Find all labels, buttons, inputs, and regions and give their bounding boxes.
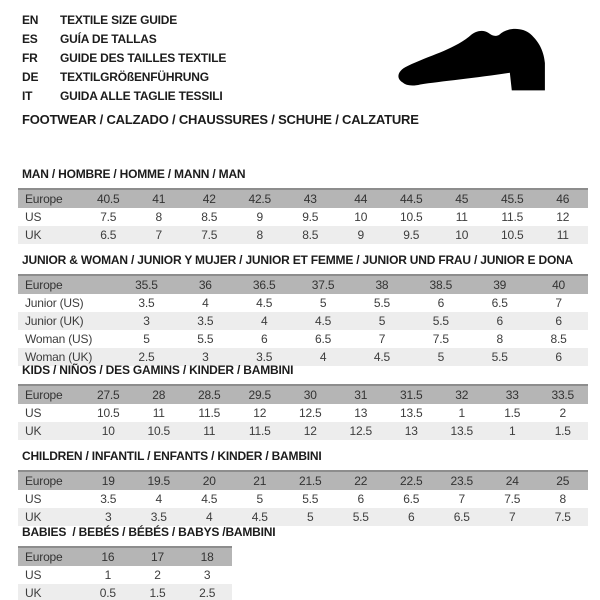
size-cell: 2.5	[138, 350, 155, 364]
size-cell: 23.5	[450, 474, 474, 488]
table-row	[18, 330, 588, 348]
size-cell: 27.5	[96, 388, 120, 402]
size-cell: 12	[253, 406, 267, 420]
size-cell: 7	[458, 492, 465, 506]
size-cell: 9	[256, 210, 263, 224]
row-label: Europe	[25, 278, 63, 292]
size-cell: 8.5	[302, 228, 319, 242]
language-code: FR	[22, 50, 38, 65]
size-cell: 38	[375, 278, 389, 292]
size-cell: 3.5	[150, 510, 167, 524]
size-table-section-man	[18, 168, 588, 244]
size-cell: 13	[404, 424, 418, 438]
size-cell: 44.5	[399, 192, 423, 206]
language-code: ES	[22, 31, 38, 46]
language-label: TEXTILGRÖßENFÜHRUNG	[60, 69, 209, 84]
size-cell: 4	[260, 314, 268, 328]
size-cell: 7	[378, 332, 386, 346]
size-cell: 2	[154, 568, 161, 582]
size-cell: 28.5	[197, 388, 221, 402]
size-cell: 8	[496, 332, 503, 346]
size-cell: 2.5	[199, 586, 216, 600]
size-cell: 13	[354, 406, 368, 420]
size-cell: 0.5	[99, 586, 116, 600]
size-cell: 7.5	[201, 228, 218, 242]
size-cell: 22.5	[399, 474, 423, 488]
size-table-kids	[18, 384, 588, 440]
size-cell: 43	[303, 192, 317, 206]
table-row	[18, 275, 588, 294]
size-cell: 5	[256, 492, 263, 506]
language-code: EN	[22, 12, 39, 27]
size-cell: 12	[303, 424, 317, 438]
size-cell: 3.5	[100, 492, 117, 506]
language-code: DE	[22, 69, 39, 84]
size-cell: 11	[152, 406, 165, 420]
size-cell: 20	[202, 474, 216, 488]
size-cell: 17	[151, 550, 164, 564]
table-row	[18, 422, 588, 440]
size-cell: 40.5	[96, 192, 120, 206]
size-cell: 3.5	[138, 296, 155, 310]
size-cell: 7	[155, 228, 162, 242]
size-cell: 6	[260, 332, 268, 346]
size-cell: 4	[319, 350, 327, 364]
size-cell: 38.5	[429, 278, 453, 292]
size-cell: 30	[303, 388, 317, 402]
language-code: IT	[22, 88, 33, 103]
size-cell: 11	[556, 228, 569, 242]
size-cell: 3	[203, 568, 211, 582]
size-table-babies	[18, 546, 232, 600]
size-cell: 5.5	[197, 332, 214, 346]
row-label: US	[25, 210, 42, 224]
size-cell: 12.5	[298, 406, 322, 420]
row-label: Europe	[25, 474, 63, 488]
table-row	[18, 547, 232, 566]
language-row-fr	[22, 48, 226, 67]
table-title: JUNIOR & WOMAN / JUNIOR Y MUJER / JUNIOR ET FEMME / JUNIOR UND FRAU / JUNIOR E DONA	[22, 253, 574, 267]
size-cell: 5.5	[491, 350, 508, 364]
size-table-children	[18, 470, 588, 526]
size-cell: 12	[556, 210, 570, 224]
size-cell: 8	[559, 492, 566, 506]
size-cell: 45	[455, 192, 469, 206]
row-label: Europe	[25, 192, 63, 206]
size-cell: 6.5	[453, 510, 470, 524]
size-cell: 5.5	[302, 492, 319, 506]
row-label: Europe	[25, 388, 63, 402]
size-table-junior-woman	[18, 274, 588, 366]
size-cell: 31.5	[399, 388, 423, 402]
size-cell: 8	[256, 228, 263, 242]
dress-shoe-icon	[393, 25, 578, 105]
size-cell: 1	[509, 424, 516, 438]
size-cell: 3	[202, 350, 209, 364]
size-cell: 37.5	[311, 278, 335, 292]
size-cell: 10	[101, 424, 115, 438]
size-cell: 42.5	[248, 192, 272, 206]
size-table-section-babies	[18, 526, 275, 600]
row-label: UK	[25, 228, 42, 242]
table-title: KIDS / NIÑOS / DES GAMINS / KINDER / BAMBINI	[22, 363, 294, 377]
size-cell: 7	[509, 510, 516, 524]
size-cell: 6	[555, 350, 562, 364]
size-cell: 31	[354, 388, 368, 402]
language-label: GUIDA ALLE TAGLIE TESSILI	[60, 88, 223, 103]
language-label: GUIDE DES TAILLES TEXTILE	[60, 50, 227, 65]
size-cell: 9.5	[403, 228, 420, 242]
size-table-section-kids	[18, 364, 588, 440]
size-table-section-children	[18, 450, 588, 526]
size-cell: 4	[206, 510, 213, 524]
size-cell: 13.5	[450, 424, 474, 438]
size-cell: 1	[104, 568, 112, 582]
size-cell: 41	[152, 192, 166, 206]
size-cell: 25	[556, 474, 570, 488]
size-cell: 44	[354, 192, 368, 206]
size-cell: 5	[378, 314, 386, 328]
size-cell: 7.5	[504, 492, 521, 506]
row-label: UK	[25, 510, 42, 524]
size-cell: 21	[253, 474, 267, 488]
size-cell: 7.5	[554, 510, 571, 524]
size-cell: 46	[556, 192, 570, 206]
row-label: US	[25, 568, 42, 582]
size-cell: 36	[198, 278, 212, 292]
size-cell: 28	[152, 388, 166, 402]
size-cell: 5.5	[432, 314, 449, 328]
size-cell: 6	[357, 492, 364, 506]
size-cell: 5	[437, 350, 445, 364]
size-cell: 36.5	[252, 278, 276, 292]
size-cell: 10.5	[500, 228, 524, 242]
size-cell: 3.5	[197, 314, 214, 328]
size-cell: 1	[458, 406, 465, 420]
language-label: TEXTILE SIZE GUIDE	[60, 12, 178, 27]
size-cell: 19	[101, 474, 115, 488]
size-cell: 19.5	[147, 474, 171, 488]
size-cell: 7.5	[100, 210, 117, 224]
size-cell: 5	[307, 510, 314, 524]
size-cell: 4.5	[373, 350, 390, 364]
size-cell: 18	[200, 550, 214, 564]
size-cell: 4	[202, 296, 209, 310]
table-row	[18, 404, 588, 422]
size-cell: 33.5	[551, 388, 575, 402]
size-cell: 40	[552, 278, 566, 292]
size-cell: 16	[101, 550, 115, 564]
size-cell: 9	[357, 228, 364, 242]
size-cell: 7.5	[432, 332, 449, 346]
size-cell: 10	[455, 228, 469, 242]
table-row	[18, 189, 588, 208]
size-cell: 6.5	[315, 332, 332, 346]
row-label: Europe	[25, 550, 63, 564]
size-cell: 6	[496, 314, 503, 328]
size-table-man	[18, 188, 588, 244]
size-cell: 11	[203, 424, 216, 438]
size-cell: 8.5	[550, 332, 567, 346]
row-label: Junior (US)	[25, 296, 84, 310]
row-label: US	[25, 492, 42, 506]
language-row-es	[22, 29, 226, 48]
size-cell: 3	[143, 314, 150, 328]
size-cell: 29.5	[248, 388, 272, 402]
size-cell: 6	[555, 314, 562, 328]
size-cell: 7	[555, 296, 562, 310]
size-cell: 5.5	[352, 510, 369, 524]
size-cell: 33	[505, 388, 519, 402]
size-cell: 4.5	[256, 296, 273, 310]
table-title: CHILDREN / INFANTIL / ENFANTS / KINDER / BAMBINI	[22, 449, 322, 463]
size-cell: 6.5	[100, 228, 117, 242]
size-cell: 5	[319, 296, 327, 310]
table-row	[18, 584, 232, 600]
table-title: MAN / HOMBRE / HOMME / MANN / MAN	[22, 167, 246, 181]
size-cell: 10.5	[399, 210, 423, 224]
table-row	[18, 226, 588, 244]
row-label: Woman (UK)	[25, 350, 93, 364]
table-row	[18, 385, 588, 404]
size-cell: 3	[105, 510, 112, 524]
size-cell: 11.5	[248, 424, 271, 438]
size-cell: 1.5	[504, 406, 521, 420]
size-cell: 42	[202, 192, 216, 206]
language-list	[22, 10, 226, 105]
size-cell: 24	[505, 474, 519, 488]
size-cell: 1.5	[554, 424, 571, 438]
size-cell: 6	[437, 296, 445, 310]
table-row	[18, 312, 588, 330]
row-label: UK	[25, 586, 42, 600]
row-label: Woman (US)	[25, 332, 93, 346]
size-cell: 6.5	[403, 492, 420, 506]
size-cell: 4.5	[251, 510, 268, 524]
size-cell: 39	[493, 278, 507, 292]
table-title: BABIES / BEBÉS / BÉBÉS / BABYS /BAMBINI	[22, 525, 276, 539]
row-label: Junior (UK)	[25, 314, 84, 328]
table-row	[18, 208, 588, 226]
language-row-it	[22, 86, 226, 105]
language-label: GUÍA DE TALLAS	[60, 31, 157, 46]
size-cell: 11.5	[501, 210, 524, 224]
table-row	[18, 490, 588, 508]
language-row-en	[22, 10, 226, 29]
size-cell: 4	[155, 492, 162, 506]
size-cell: 2	[559, 406, 566, 420]
language-row-de	[22, 67, 226, 86]
size-cell: 10.5	[147, 424, 171, 438]
size-cell: 3.5	[256, 350, 273, 364]
size-cell: 32	[455, 388, 469, 402]
size-table-section-junior-woman	[18, 254, 588, 366]
size-cell: 6	[408, 510, 415, 524]
size-cell: 5.5	[373, 296, 390, 310]
size-cell: 6.5	[491, 296, 508, 310]
size-cell: 22	[354, 474, 368, 488]
size-cell: 10.5	[96, 406, 120, 420]
size-cell: 9.5	[302, 210, 319, 224]
table-row	[18, 294, 588, 312]
size-cell: 8.5	[201, 210, 218, 224]
size-cell: 8	[155, 210, 162, 224]
row-label: UK	[25, 424, 42, 438]
size-cell: 45.5	[500, 192, 524, 206]
size-cell: 13.5	[399, 406, 423, 420]
category-heading: FOOTWEAR / CALZADO / CHAUSSURES / SCHUHE / CALZATURE	[22, 112, 419, 127]
size-cell: 11	[455, 210, 468, 224]
size-cell: 5	[143, 332, 150, 346]
size-cell: 4.5	[315, 314, 332, 328]
size-cell: 4.5	[201, 492, 218, 506]
size-cell: 11.5	[198, 406, 221, 420]
size-cell: 12.5	[349, 424, 373, 438]
size-cell: 21.5	[298, 474, 322, 488]
table-row	[18, 471, 588, 490]
size-cell: 10	[354, 210, 368, 224]
size-cell: 1.5	[149, 586, 166, 600]
table-row	[18, 508, 588, 526]
row-label: US	[25, 406, 42, 420]
table-row	[18, 566, 232, 584]
size-cell: 35.5	[135, 278, 158, 292]
